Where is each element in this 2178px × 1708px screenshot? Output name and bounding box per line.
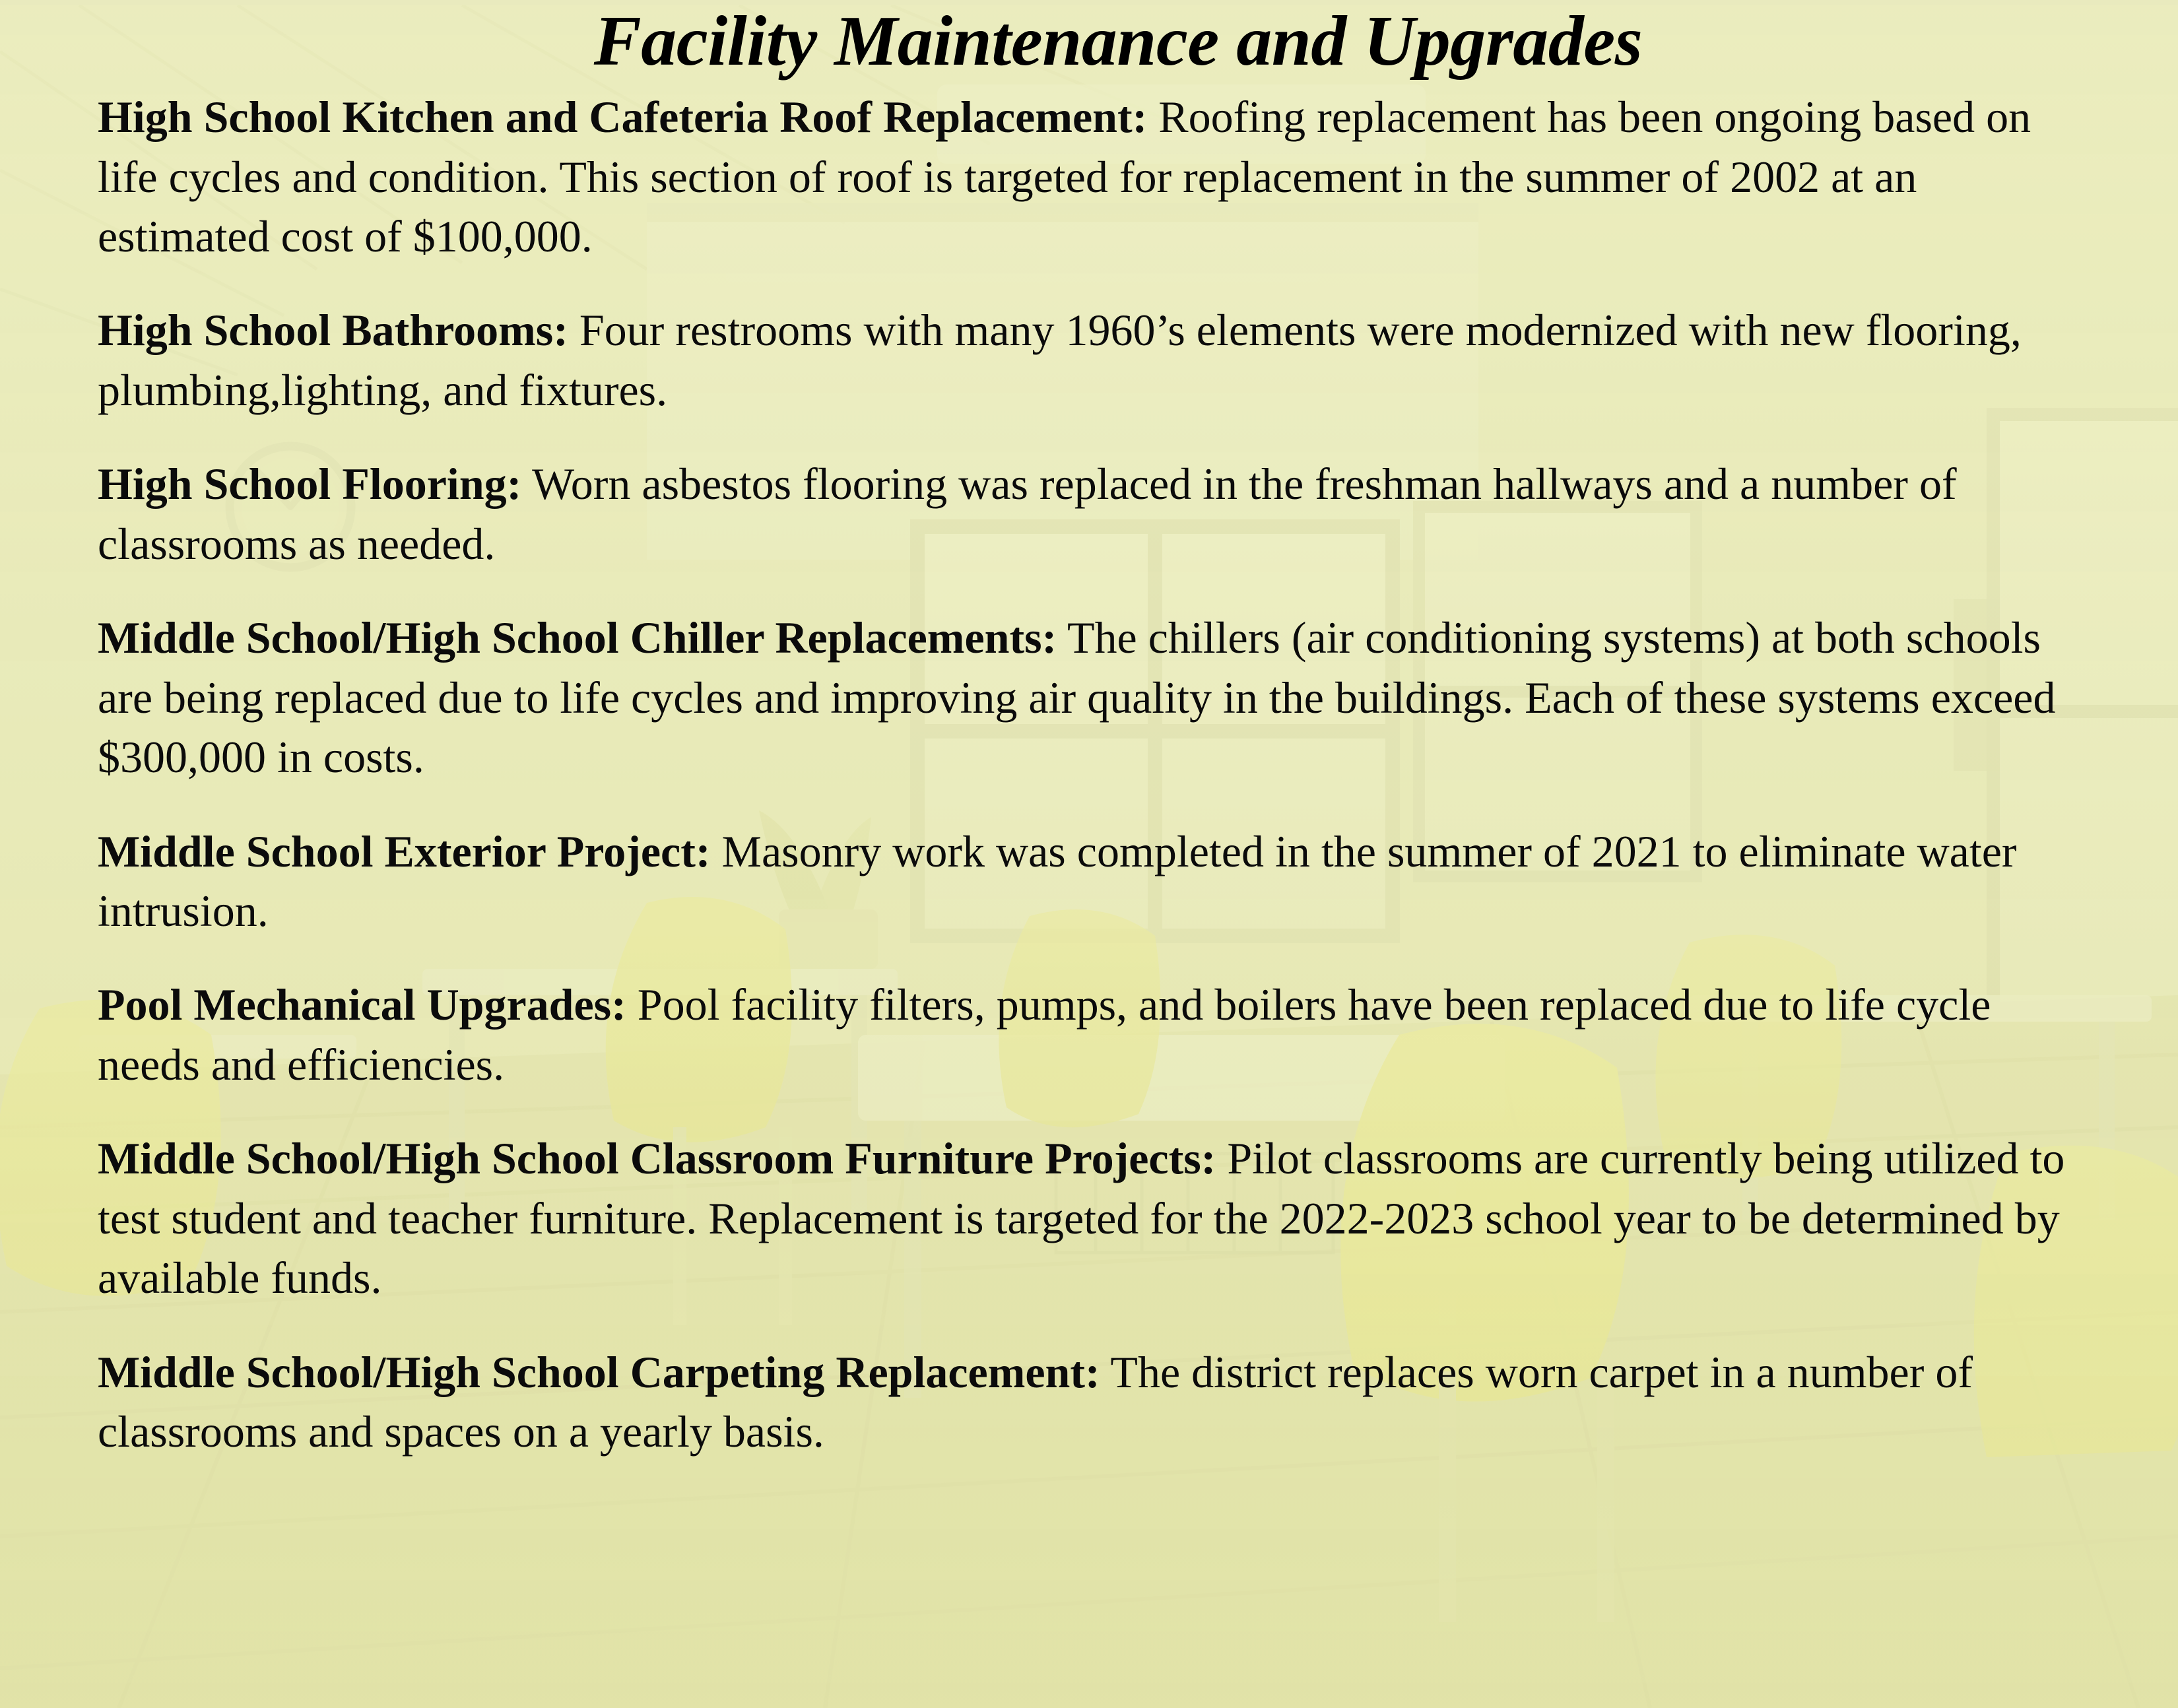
- section-chiller-replacements: [98, 608, 2084, 787]
- section-body: Pilot classrooms are currently being utilized to test student and teacher furniture. Replacement is targeted for the 2022-2023 school year to be determined by available funds.: [98, 1133, 2065, 1303]
- section-body: Worn asbestos flooring was replaced in the freshman hallways and a number of classrooms as needed.: [98, 459, 1957, 569]
- section-label: Pool Mechanical Upgrades:: [98, 979, 626, 1030]
- section-classroom-furniture: [98, 1129, 2084, 1307]
- section-body: The district replaces worn carpet in a number of classrooms and spaces on a yearly basis.: [98, 1346, 1973, 1457]
- section-label: Middle School/High School Classroom Furniture Projects:: [98, 1133, 1216, 1184]
- section-body: The chillers (air conditioning systems) at both schools are being replaced due to life cycles and improving air quality in the buildings. Each of these systems exceed $300,000 in costs.: [98, 612, 2056, 783]
- section-label: Middle School Exterior Project:: [98, 826, 711, 876]
- section-body: Four restrooms with many 1960’s elements were modernized with new flooring, plumbing,lighting, and fixtures.: [98, 305, 2022, 415]
- section-bathrooms: [98, 300, 2084, 420]
- section-carpeting-replacement: [98, 1342, 2084, 1462]
- section-exterior-project: [98, 822, 2084, 941]
- section-roof-replacement: [98, 87, 2084, 266]
- section-pool-mechanical: [98, 975, 2084, 1094]
- document-body: [0, 2, 2178, 1461]
- section-label: High School Flooring:: [98, 459, 522, 509]
- section-label: High School Bathrooms:: [98, 305, 568, 356]
- section-body: Roofing replacement has been ongoing based on life cycles and condition. This section of roof is targeted for replacement in the summer of 2002 at an estimated cost of $100,000.: [98, 92, 2031, 262]
- section-body: Masonry work was completed in the summer of 2021 to eliminate water intrusion.: [98, 826, 2017, 936]
- section-label: Middle School/High School Chiller Replacements:: [98, 612, 1057, 663]
- page-title: Facility Maintenance and Upgrades: [593, 2, 1643, 81]
- section-body: Pool facility filters, pumps, and boilers have been replaced due to life cycle needs and efficiencies.: [98, 979, 1991, 1090]
- section-flooring: [98, 454, 2084, 574]
- section-label: Middle School/High School Carpeting Replacement:: [98, 1346, 1100, 1397]
- section-label: High School Kitchen and Cafeteria Roof Replacement:: [98, 92, 1148, 143]
